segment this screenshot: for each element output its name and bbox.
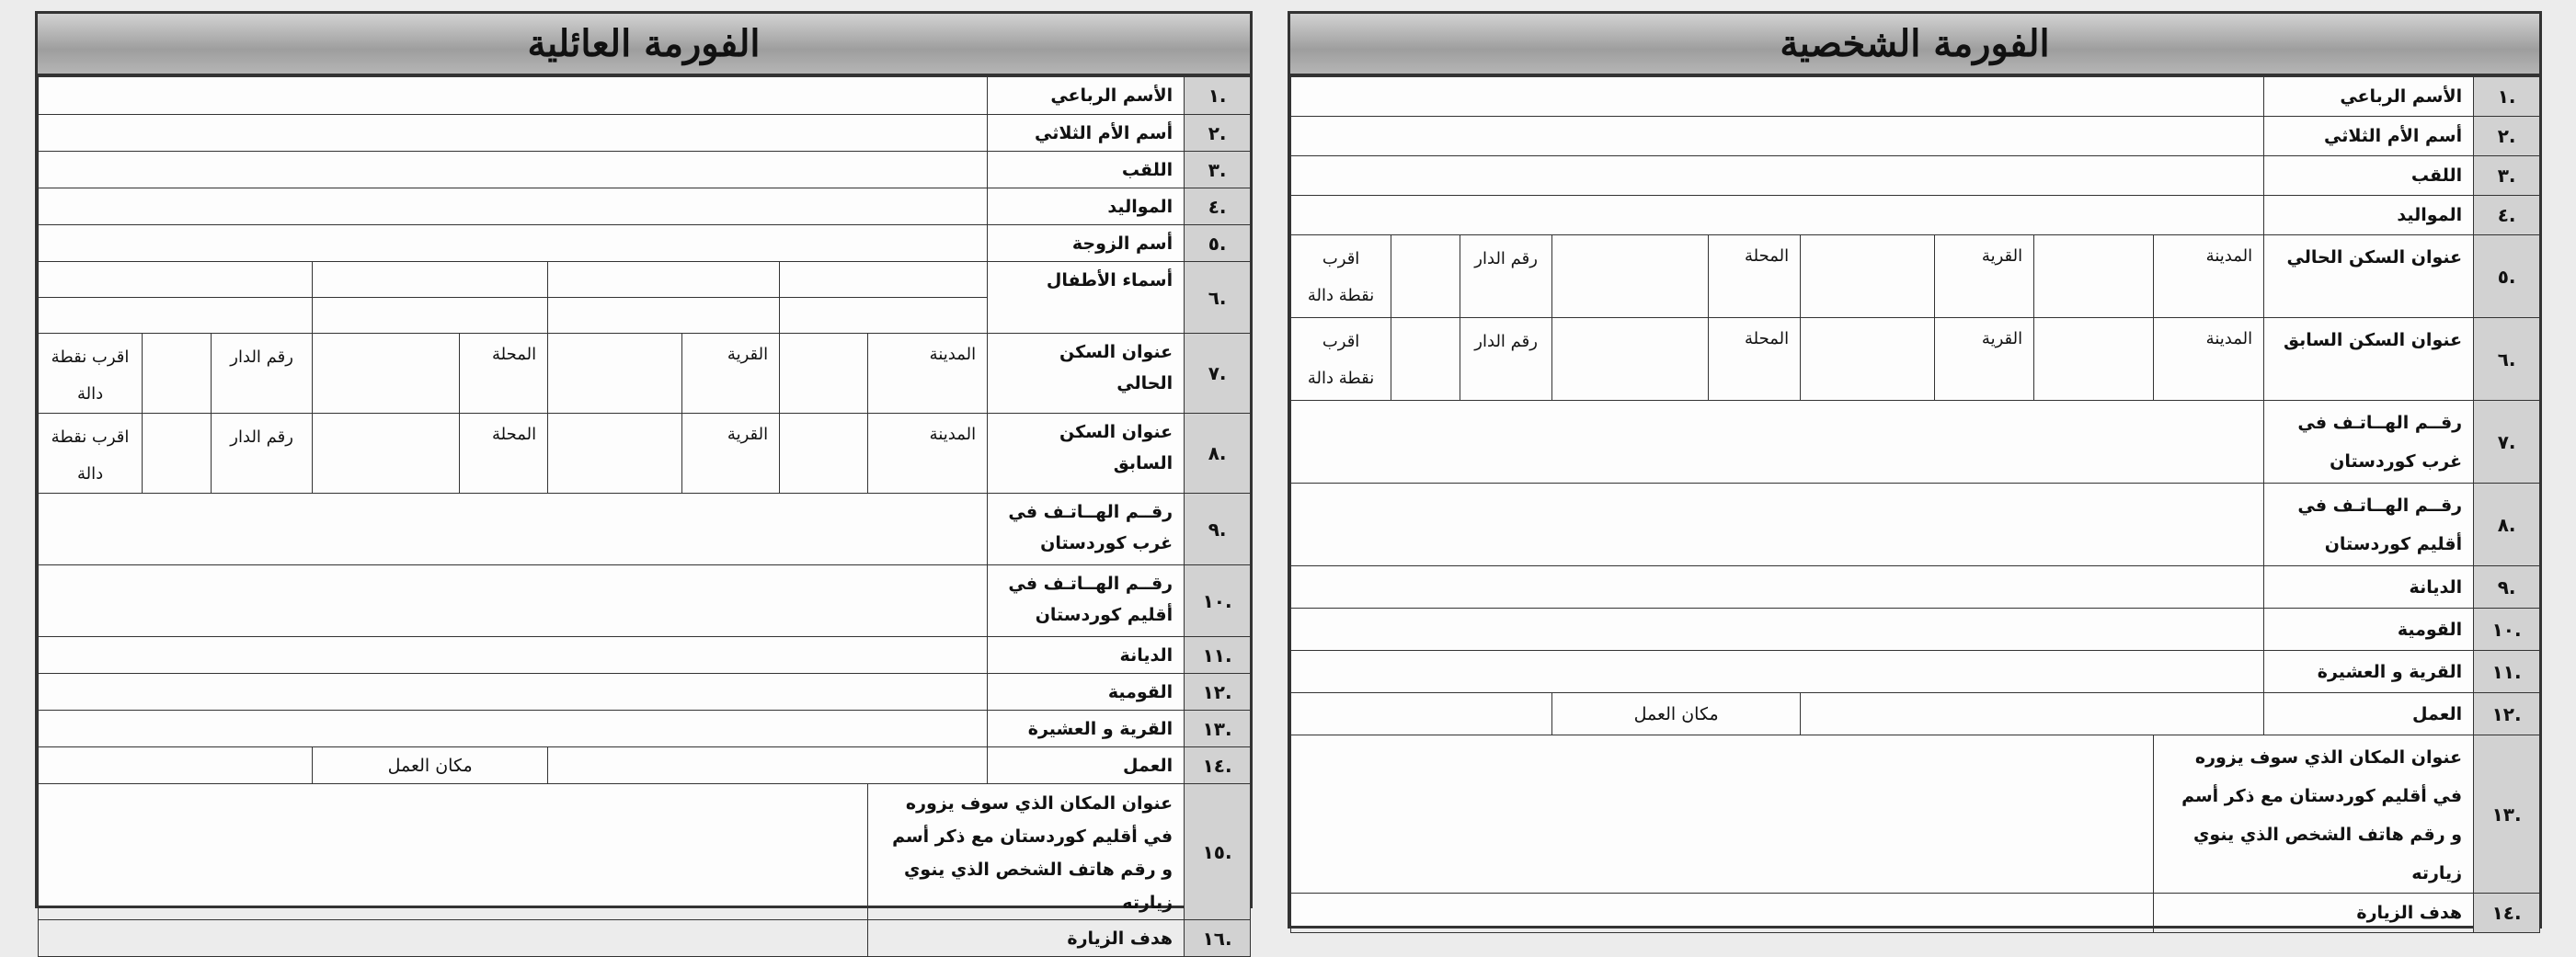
district-input[interactable] — [1552, 318, 1709, 401]
row-number: .٤ — [2474, 196, 2540, 235]
row-number: .١٤ — [1185, 747, 1251, 784]
table-row — [39, 334, 1251, 414]
city-input[interactable] — [2034, 235, 2154, 318]
field-label: اللقب — [988, 152, 1185, 188]
row-number: .١ — [2474, 77, 2540, 117]
personal-form-title: الفورمة الشخصية — [1290, 14, 2539, 76]
table-row — [1291, 651, 2540, 693]
row-number: .٥ — [1185, 225, 1251, 262]
city-input[interactable] — [780, 414, 868, 494]
table-row — [1291, 156, 2540, 196]
row-number: .١ — [1185, 77, 1251, 115]
row-number: .٨ — [2474, 484, 2540, 566]
table-row — [39, 414, 1251, 494]
workplace-input[interactable] — [1291, 693, 1552, 735]
birth-date-input[interactable] — [1291, 196, 2264, 235]
landmark-label: اقرب نقطة دالة — [39, 414, 143, 494]
table-row — [1291, 318, 2540, 401]
table-row — [1291, 196, 2540, 235]
table-row — [1291, 235, 2540, 318]
visit-address-input[interactable] — [39, 784, 868, 920]
birth-date-input[interactable] — [39, 188, 988, 225]
row-number: .١١ — [1185, 637, 1251, 674]
house-number-label: رقم الدار — [212, 334, 313, 414]
landmark-label: اقرب نقطة دالة — [1291, 235, 1391, 318]
district-label: المحلة — [460, 334, 548, 414]
village-label: القرية — [682, 414, 780, 494]
city-input[interactable] — [780, 334, 868, 414]
personal-form-table — [1290, 76, 2540, 933]
field-label: العمل — [988, 747, 1185, 784]
table-row — [1291, 401, 2540, 484]
village-input[interactable] — [1801, 318, 1935, 401]
phone-kurdistan-region-input[interactable] — [39, 565, 988, 637]
table-row — [39, 77, 1251, 115]
row-number: .١٣ — [1185, 711, 1251, 747]
house-number-input[interactable] — [1391, 318, 1460, 401]
child-name-input[interactable] — [313, 298, 548, 334]
child-name-input[interactable] — [780, 298, 988, 334]
row-number: .٢ — [2474, 117, 2540, 156]
village-tribe-input[interactable] — [39, 711, 988, 747]
row-number: .١٢ — [1185, 674, 1251, 711]
house-number-label: رقم الدار — [1460, 235, 1552, 318]
workplace-label: مكان العمل — [313, 747, 548, 784]
surname-input[interactable] — [39, 152, 988, 188]
house-number-label: رقم الدار — [212, 414, 313, 494]
personal-form-sheet — [1288, 11, 2542, 929]
table-row — [39, 920, 1251, 957]
city-label: المدينة — [2154, 318, 2264, 401]
table-row — [39, 115, 1251, 152]
district-input[interactable] — [313, 414, 460, 494]
table-row — [1291, 566, 2540, 609]
village-input[interactable] — [548, 334, 682, 414]
field-label: رقــم الهــاتـف في غرب كوردستان — [2264, 401, 2474, 484]
field-label: عنوان المكان الذي سوف يزوره في أقليم كوردستان مع ذكر أسم و رقم هاتف الشخص الذي ينوي زيارته — [2154, 735, 2474, 894]
row-number: .١٣ — [2474, 735, 2540, 894]
job-input[interactable] — [548, 747, 988, 784]
field-label: المواليد — [988, 188, 1185, 225]
row-number: .١٢ — [2474, 693, 2540, 735]
row-number: .٥ — [2474, 235, 2540, 318]
job-input[interactable] — [1801, 693, 2264, 735]
field-label: أسم الزوجة — [988, 225, 1185, 262]
house-number-input[interactable] — [143, 334, 212, 414]
village-tribe-input[interactable] — [1291, 651, 2264, 693]
visit-purpose-input[interactable] — [39, 920, 868, 957]
house-number-label: رقم الدار — [1460, 318, 1552, 401]
row-number: .١٥ — [1185, 784, 1251, 920]
field-label: هدف الزيارة — [868, 920, 1185, 957]
religion-input[interactable] — [39, 637, 988, 674]
table-row — [39, 565, 1251, 637]
phone-west-kurdistan-input[interactable] — [1291, 401, 2264, 484]
table-row — [39, 747, 1251, 784]
field-label: الديانة — [988, 637, 1185, 674]
family-form-table — [38, 76, 1251, 957]
village-label: القرية — [1935, 318, 2034, 401]
district-label: المحلة — [1709, 318, 1801, 401]
table-row — [1291, 117, 2540, 156]
row-number: .١٠ — [1185, 565, 1251, 637]
field-label: عنوان السكن السابق — [988, 414, 1185, 494]
field-label: عنوان المكان الذي سوف يزوره في أقليم كوردستان مع ذكر أسم و رقم هاتف الشخص الذي ينوي زيارته — [868, 784, 1185, 920]
field-label: الأسم الرباعي — [2264, 77, 2474, 117]
visit-purpose-input[interactable] — [1291, 894, 2154, 933]
field-label: رقــم الهــاتـف في غرب كوردستان — [988, 494, 1185, 565]
table-row — [39, 674, 1251, 711]
wife-name-input[interactable] — [39, 225, 988, 262]
row-number: .٦ — [1185, 262, 1251, 334]
city-input[interactable] — [2034, 318, 2154, 401]
row-number: .٦ — [2474, 318, 2540, 401]
table-row — [39, 494, 1251, 565]
row-number: .١٠ — [2474, 609, 2540, 651]
row-number: .٩ — [1185, 494, 1251, 565]
table-row — [39, 262, 1251, 298]
field-label: هدف الزيارة — [2154, 894, 2474, 933]
table-row — [39, 711, 1251, 747]
field-label: عنوان السكن الحالي — [988, 334, 1185, 414]
row-number: .٨ — [1185, 414, 1251, 494]
district-input[interactable] — [1552, 235, 1709, 318]
table-row — [1291, 484, 2540, 566]
field-label: المواليد — [2264, 196, 2474, 235]
full-name-input[interactable] — [39, 77, 988, 115]
child-name-input[interactable] — [39, 262, 313, 298]
workplace-label: مكان العمل — [1552, 693, 1801, 735]
row-number: .٤ — [1185, 188, 1251, 225]
table-row — [39, 637, 1251, 674]
nationality-input[interactable] — [39, 674, 988, 711]
field-label: أسم الأم الثلاثي — [988, 115, 1185, 152]
mother-name-input[interactable] — [1291, 117, 2264, 156]
surname-input[interactable] — [1291, 156, 2264, 196]
city-label: المدينة — [868, 334, 988, 414]
city-label: المدينة — [2154, 235, 2264, 318]
row-number: .٣ — [2474, 156, 2540, 196]
table-row — [39, 152, 1251, 188]
family-form-title: الفورمة العائلية — [38, 14, 1250, 76]
field-label: رقــم الهــاتـف في أقليم كوردستان — [2264, 484, 2474, 566]
village-input[interactable] — [1801, 235, 1935, 318]
district-label: المحلة — [1709, 235, 1801, 318]
field-label: أسم الأم الثلاثي — [2264, 117, 2474, 156]
district-input[interactable] — [313, 334, 460, 414]
row-number: .٣ — [1185, 152, 1251, 188]
table-row — [1291, 693, 2540, 735]
row-number: .١٤ — [2474, 894, 2540, 933]
workplace-input[interactable] — [39, 747, 313, 784]
field-label: الديانة — [2264, 566, 2474, 609]
row-number: .٧ — [1185, 334, 1251, 414]
table-row — [1291, 735, 2540, 894]
field-label: الأسم الرباعي — [988, 77, 1185, 115]
child-name-input[interactable] — [548, 298, 780, 334]
table-row — [1291, 609, 2540, 651]
row-number: .١٦ — [1185, 920, 1251, 957]
field-label: رقــم الهــاتـف في أقليم كوردستان — [988, 565, 1185, 637]
field-label: اللقب — [2264, 156, 2474, 196]
child-name-input[interactable] — [39, 298, 313, 334]
child-name-input[interactable] — [780, 262, 988, 298]
table-row — [39, 225, 1251, 262]
full-name-input[interactable] — [1291, 77, 2264, 117]
field-label: القومية — [988, 674, 1185, 711]
village-label: القرية — [682, 334, 780, 414]
field-label: عنوان السكن الحالي — [2264, 235, 2474, 318]
table-row — [1291, 77, 2540, 117]
phone-kurdistan-region-input[interactable] — [1291, 484, 2264, 566]
child-name-input[interactable] — [313, 262, 548, 298]
phone-west-kurdistan-input[interactable] — [39, 494, 988, 565]
row-number: .٢ — [1185, 115, 1251, 152]
table-row — [39, 188, 1251, 225]
field-label: العمل — [2264, 693, 2474, 735]
row-number: .٩ — [2474, 566, 2540, 609]
visit-address-input[interactable] — [1291, 735, 2154, 894]
religion-input[interactable] — [1291, 566, 2264, 609]
house-number-input[interactable] — [1391, 235, 1460, 318]
field-label: القرية و العشيرة — [988, 711, 1185, 747]
family-form-sheet — [35, 11, 1253, 950]
house-number-input[interactable] — [143, 414, 212, 494]
row-number: .٧ — [2474, 401, 2540, 484]
city-label: المدينة — [868, 414, 988, 494]
field-label: أسماء الأطفال — [988, 262, 1185, 334]
mother-name-input[interactable] — [39, 115, 988, 152]
village-input[interactable] — [548, 414, 682, 494]
landmark-label: اقرب نقطة دالة — [1291, 318, 1391, 401]
child-name-input[interactable] — [548, 262, 780, 298]
row-number: .١١ — [2474, 651, 2540, 693]
table-row — [1291, 894, 2540, 933]
landmark-label: اقرب نقطة دالة — [39, 334, 143, 414]
field-label: عنوان السكن السابق — [2264, 318, 2474, 401]
table-row — [39, 784, 1251, 920]
field-label: القرية و العشيرة — [2264, 651, 2474, 693]
nationality-input[interactable] — [1291, 609, 2264, 651]
district-label: المحلة — [460, 414, 548, 494]
field-label: القومية — [2264, 609, 2474, 651]
village-label: القرية — [1935, 235, 2034, 318]
